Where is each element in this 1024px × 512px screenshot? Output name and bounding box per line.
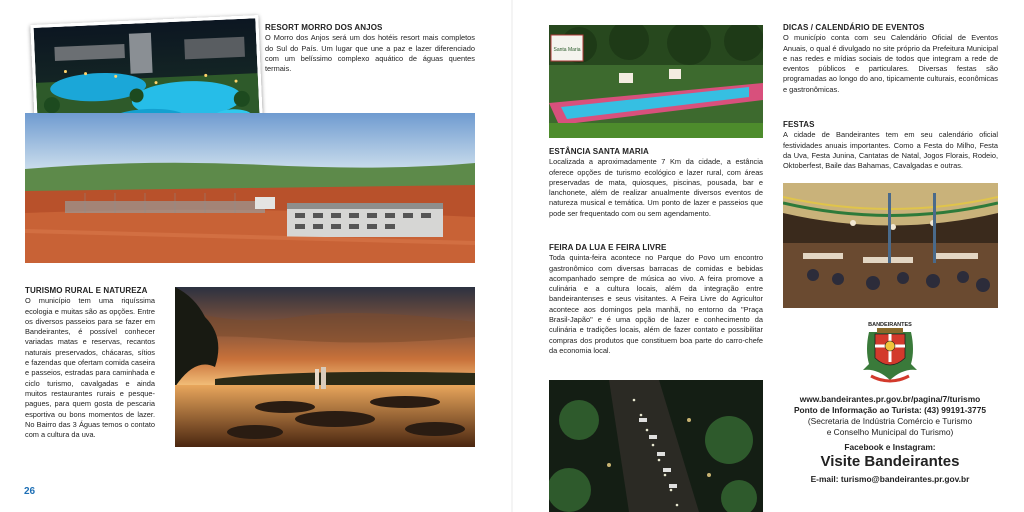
festas-text: A cidade de Bandeirantes tem em seu calendário oficial festividades anuais importantes. Como a Festa do Milho, Festa da Uva, Festa Junina, Cantatas de Natal, Jogos Florais, Rodeio, Oktoberfest, Baile das Bahamas, Cavalgadas e outras. xyxy=(783,130,998,171)
festival-photo xyxy=(783,183,998,308)
email-link[interactable]: E-mail: turismo@bandeirantes.pr.gov.br xyxy=(810,474,970,484)
night-fair-photo xyxy=(549,380,763,512)
estancia-photo xyxy=(549,25,763,138)
construction-photo xyxy=(25,113,475,263)
sunset-river-photo xyxy=(175,287,475,447)
dicas-title: DICAS / CALENDÁRIO DE EVENTOS xyxy=(783,23,925,32)
festas-title: FESTAS xyxy=(783,120,815,129)
resort-section xyxy=(265,23,475,74)
crest-label: BANDEIRANTES xyxy=(868,322,912,328)
page-number: 26 xyxy=(24,486,36,497)
dicas-section xyxy=(783,23,998,95)
rural-title: TURISMO RURAL E NATUREZA xyxy=(25,286,148,295)
festas-section xyxy=(783,120,998,171)
feira-text: Toda quinta-feira acontece no Parque do Povo um encontro gastronômico com diversas barracas de comidas e bebidas acompanhado sempre de música ao vivo. A feira promove a culinária e a cultura locais, além da integração entre bandeirantenses e seus visitantes. A Feira Livre do Agricultor acontece aos domingos pela manhã, no entorno da "Praça Brasil-Japão" e é uma opção de lazer e conhecimento da culinária e tradições locais, além de fazer contato e possibilitar compras dos produtos que constituem boa parte do carro-chefe da economia local. xyxy=(549,253,763,355)
info-point: Ponto de Informação ao Turista: (43) 99191-3775 xyxy=(793,405,987,415)
rural-text: O município tem uma riquíssima ecologia e muitas são as opções. Entre os diversos passeios para se fazer em Bandeirantes, é possível conhecer variadas matas e reservas, recantos naturais preservados, chácaras, sítios e fazendas que ofertam comida caseira e passeios, estradas para caminhada e ciclo turismo, cavalgadas e ainda muitos restaurantes rurais e pesque-pagues, para quem gosta de pescaria esportiva ou bons momentos de lazer. No Bairro das 3 Águas temos o contato com a cultura da uva. xyxy=(25,296,155,440)
secretaria-line2: e Conselho Municipal do Turismo) xyxy=(826,427,954,437)
rural-section xyxy=(25,286,155,440)
estancia-sign: Santa Maria xyxy=(553,47,581,53)
municipal-crest xyxy=(861,320,919,386)
secretaria-line1: (Secretaria de Indústria Comércio e Turismo xyxy=(807,416,973,426)
feira-section xyxy=(549,243,763,356)
social-label: Facebook e Instagram: xyxy=(844,442,936,452)
estancia-text: Localizada a aproximadamente 7 Km da cidade, a estância oferece opções de turismo ecológico e lazer rural, com áreas preservadas de mata, quiosques, piscinas, pousada, bar e lanchonete, além de realizar anualmente diversos eventos de natureza musical e temática. Um ponto de lazer e passeios que pode ser frequentado com ou sem agendamento. xyxy=(549,157,763,218)
estancia-title: ESTÂNCIA SANTA MARIA xyxy=(549,147,649,156)
page-fold xyxy=(511,0,513,512)
website-link[interactable]: www.bandeirantes.pr.gov.br/pagina/7/turismo xyxy=(799,394,981,404)
visit-heading: Visite Bandeirantes xyxy=(820,453,960,470)
estancia-section xyxy=(549,147,763,219)
resort-title: RESORT MORRO DOS ANJOS xyxy=(265,23,383,32)
resort-text: O Morro dos Anjos será um dos hotéis resort mais completos do Sul do País. Um lugar que une a paz e lazer diferenciado com um belíssimo complexo aquático de águas quentes termais. xyxy=(265,33,475,74)
feira-title: FEIRA DA LUA E FEIRA LIVRE xyxy=(549,243,667,252)
dicas-text: O município conta com seu Calendário Oficial de Eventos Anuais, o qual é divulgado no site próprio da Prefeitura Municipal e nas redes e mídias sociais de todos que integram a rede de eventos públicos e particulares. Diversas festas são programadas ao longo do ano, tipicamente culturais, econômicas e gastronômicas. xyxy=(783,33,998,94)
contact-block xyxy=(784,394,996,485)
